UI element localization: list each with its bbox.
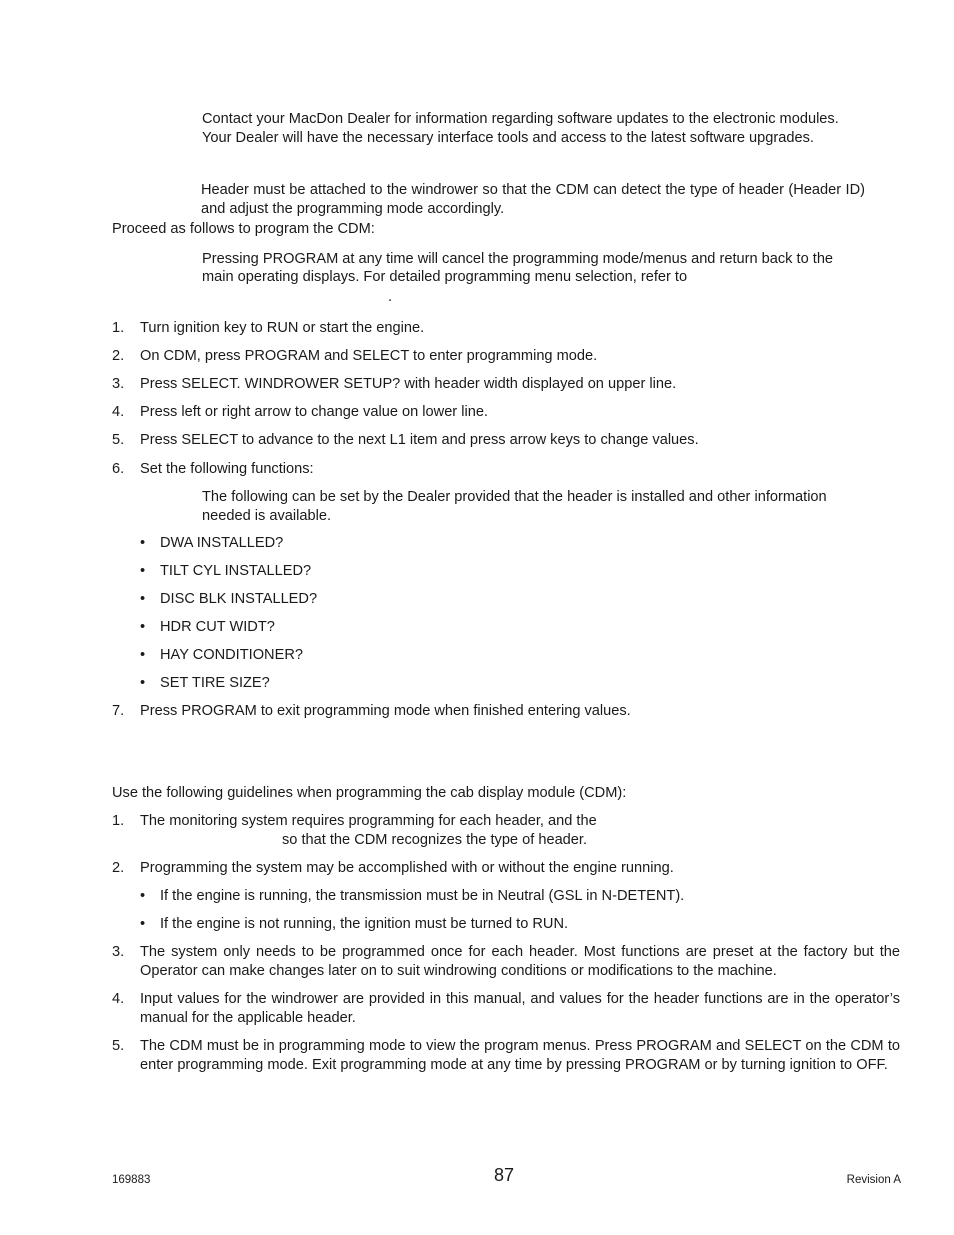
step-5-number: 5. <box>112 432 125 448</box>
step-2-number: 2. <box>112 348 125 364</box>
footer-doc-number: 169883 <box>112 1174 151 1186</box>
function-hdr-cut-widt: HDR CUT WIDT? <box>160 619 275 635</box>
function-tilt-cyl-installed: TILT CYL INSTALLED? <box>160 563 312 579</box>
step-3-number: 3. <box>112 376 125 392</box>
software-update-note-line-1: Contact your MacDon Dealer for information regarding software updates to the electronic modules. <box>202 111 839 127</box>
guideline-5-text: The CDM must be in programming mode to view the program menus. Press PROGRAM and SELECT on the CDM to enter programming mode. Exit programming mode at any time by pressing PROGRAM or by turning ignition to OFF. <box>140 1038 900 1073</box>
engine-not-running-bullet: If the engine is not running, the ignition must be turned to RUN. <box>160 916 569 932</box>
step-3-text: Press SELECT. WINDROWER SETUP? with header width displayed on upper line. <box>140 376 677 392</box>
program-cancel-note-line-2: main operating displays. For detailed programming menu selection, refer to <box>202 269 688 285</box>
function-hay-conditioner: HAY CONDITIONER? <box>160 647 303 663</box>
step-1-text: Turn ignition key to RUN or start the engine. <box>140 320 425 336</box>
footer-revision: Revision A <box>846 1174 901 1186</box>
guideline-2-number: 2. <box>112 860 125 876</box>
function-dwa-installed: DWA INSTALLED? <box>160 535 284 551</box>
step-1-number: 1. <box>112 320 125 336</box>
engine-running-bullet: If the engine is running, the transmission must be in Neutral (GSL in N-DETENT). <box>160 888 685 904</box>
step-4-text: Press left or right arrow to change value on lower line. <box>140 404 488 420</box>
function-disc-blk-installed: DISC BLK INSTALLED? <box>160 591 318 607</box>
software-update-note-line-2: Your Dealer will have the necessary interface tools and access to the latest software upgrades. <box>202 130 814 146</box>
bullet-glyph: • <box>140 535 146 551</box>
step-7-text: Press PROGRAM to exit programming mode when finished entering values. <box>140 703 631 719</box>
guideline-2-text: Programming the system may be accomplished with or without the engine running. <box>140 860 674 876</box>
step-6-text: Set the following functions: <box>140 461 314 477</box>
bullet-glyph: • <box>140 619 146 635</box>
bullet-glyph: • <box>140 916 146 932</box>
guideline-4-text: Input values for the windrower are provided in this manual, and values for the header functions are in the operator’s manual for the applicable header. <box>140 991 900 1026</box>
guideline-1-number: 1. <box>112 813 125 829</box>
step-5-text: Press SELECT to advance to the next L1 item and press arrow keys to change values. <box>140 432 699 448</box>
guidelines-intro: Use the following guidelines when programming the cab display module (CDM): <box>112 785 627 801</box>
bullet-glyph: • <box>140 647 146 663</box>
program-cancel-note-line-3: . <box>388 289 393 305</box>
step-4-number: 4. <box>112 404 125 420</box>
guideline-1-line-1: The monitoring system requires programming for each header, and the <box>140 813 597 829</box>
function-set-tire-size: SET TIRE SIZE? <box>160 675 270 691</box>
bullet-glyph: • <box>140 888 146 904</box>
guideline-4-number: 4. <box>112 991 125 1007</box>
dealer-setup-note: The following can be set by the Dealer provided that the header is installed and other information needed is available. <box>202 489 827 524</box>
step-2-text: On CDM, press PROGRAM and SELECT to enter programming mode. <box>140 348 598 364</box>
guideline-1-line-2: so that the CDM recognizes the type of header. <box>282 832 588 848</box>
header-attached-note: Header must be attached to the windrower so that the CDM can detect the type of header (Header ID) and adjust the programming mode accordingly. <box>201 182 865 217</box>
guideline-3-number: 3. <box>112 944 125 960</box>
footer-page-number: 87 <box>494 1165 515 1185</box>
proceed-intro: Proceed as follows to program the CDM: <box>112 221 375 237</box>
step-7-number: 7. <box>112 703 125 719</box>
step-6-number: 6. <box>112 461 125 477</box>
bullet-glyph: • <box>140 675 146 691</box>
bullet-glyph: • <box>140 563 146 579</box>
bullet-glyph: • <box>140 591 146 607</box>
guideline-3-text: The system only needs to be programmed once for each header. Most functions are preset at the factory but the Operator can make changes later on to suit windrowing conditions or modifications to the machine. <box>140 944 900 979</box>
guideline-5-number: 5. <box>112 1038 125 1054</box>
program-cancel-note-line-1: Pressing PROGRAM at any time will cancel the programming mode/menus and return back to the <box>202 251 834 267</box>
